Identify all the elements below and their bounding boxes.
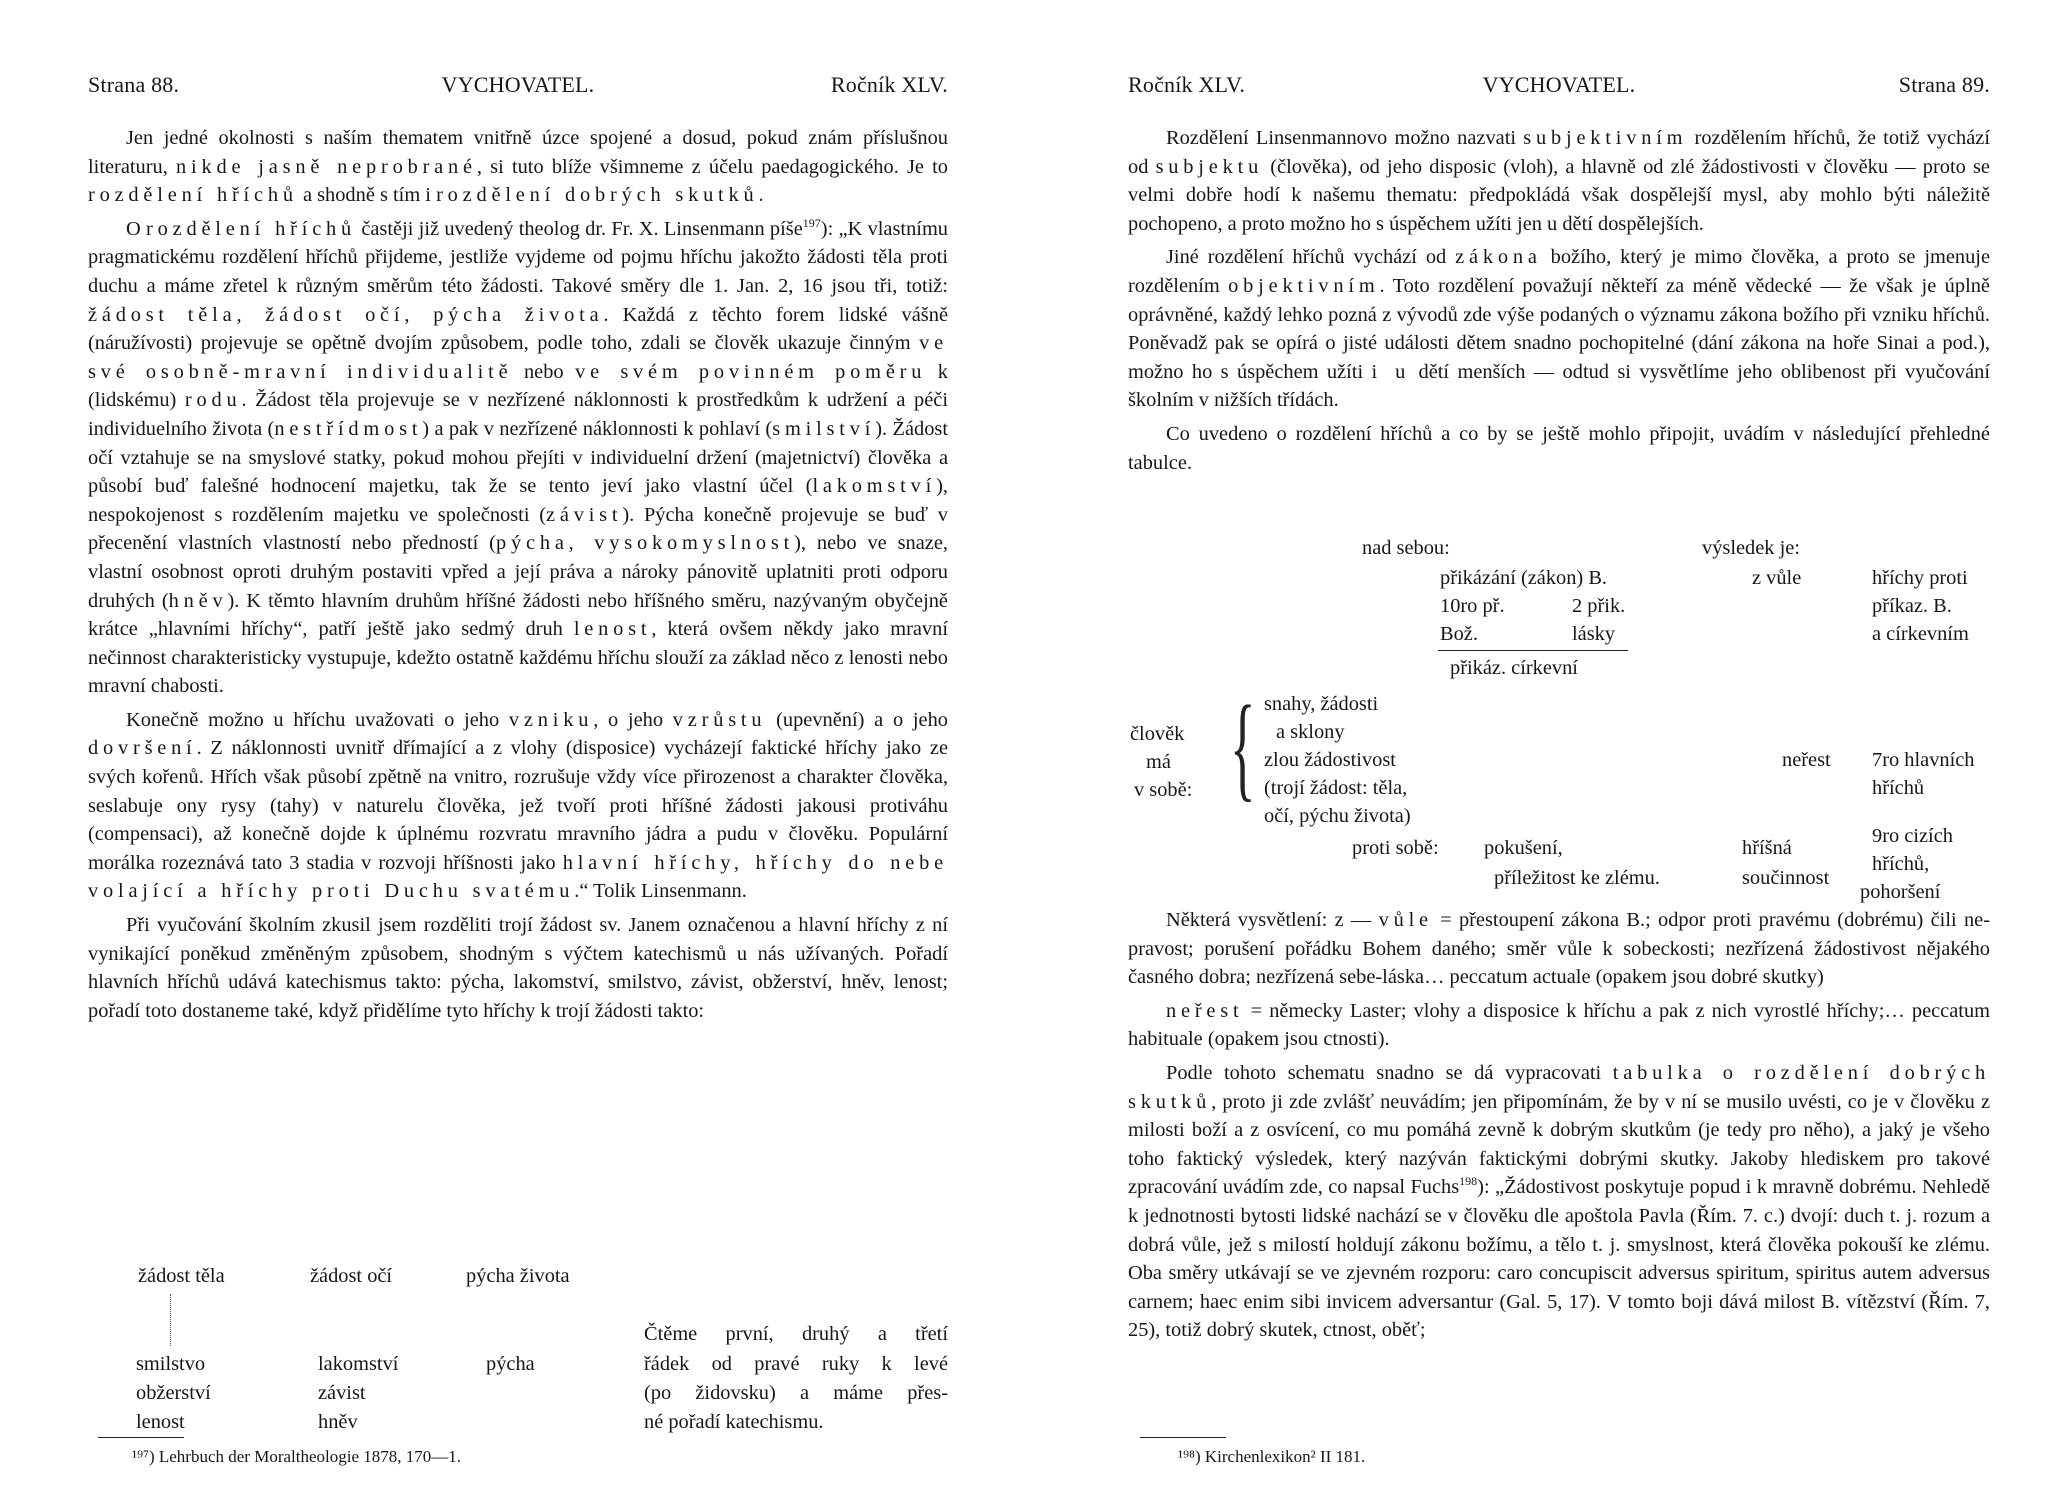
footnote: ¹⁹⁷) Lehrbuch der Moraltheologie 1878, 170—1. bbox=[132, 1447, 462, 1466]
page-header bbox=[1128, 72, 1990, 106]
spaced-emphasis: rozdělení hříchů bbox=[88, 184, 298, 207]
scheme-cell: 9ro cizích bbox=[1872, 825, 1953, 847]
table-note: řádek od pravé ruky k levé bbox=[644, 1353, 948, 1375]
text-run: a shodně s tím i bbox=[297, 184, 437, 207]
scheme-cell: člověk bbox=[1130, 723, 1185, 745]
scheme-cell: 2 přik. bbox=[1572, 595, 1626, 617]
spaced-emphasis: objektivním bbox=[1228, 274, 1380, 297]
text-run: (upevnění) a o jeho bbox=[766, 708, 948, 731]
footnote-rule bbox=[1140, 1437, 1226, 1438]
spaced-emphasis: tabulka o rozdělení dobrých skutků bbox=[1128, 1061, 1990, 1113]
scheme-cell: má bbox=[1146, 751, 1171, 773]
spaced-emphasis: subjektu bbox=[1155, 155, 1264, 178]
scheme-cell: a sklony bbox=[1276, 721, 1345, 743]
text-run: O bbox=[126, 217, 147, 240]
text-run: ). Pýcha konečně projevuje se buď v přecenění vlastních vlastností nebo předností ( bbox=[88, 503, 948, 555]
spaced-emphasis: pýcha, vysokomyslnost bbox=[495, 532, 795, 555]
spaced-emphasis: vzniku bbox=[508, 708, 594, 731]
table-cell: hněv bbox=[318, 1411, 358, 1433]
table-cell: lenost bbox=[136, 1411, 185, 1433]
journal-title: VYCHOVATEL. bbox=[1482, 72, 1636, 97]
paragraph bbox=[1128, 243, 1990, 415]
page-header bbox=[88, 72, 948, 106]
text-run: ), nebo ve snaze, vlastní osobnost oproti druhým postaviti vpřed a její práva a nároky pánovitě uplatniti proti odporu druhých ( bbox=[88, 532, 948, 612]
spaced-emphasis: dovršení bbox=[88, 737, 197, 760]
scheme-cell: z vůle bbox=[1752, 567, 1802, 589]
table-cell: obžerství bbox=[136, 1382, 211, 1404]
scheme-cell: pokušení, bbox=[1484, 837, 1563, 859]
scheme-cell: hříchů bbox=[1872, 777, 1925, 799]
table-cell: smilstvo bbox=[136, 1353, 206, 1375]
text-run: nebo bbox=[512, 360, 576, 383]
paragraph bbox=[88, 706, 948, 906]
paragraph bbox=[88, 124, 948, 210]
table-note: (po židovsku) a máme přes- bbox=[644, 1382, 948, 1404]
scheme-cell: hříšná bbox=[1742, 837, 1792, 859]
scheme-cell: příležitost ke zlému. bbox=[1494, 867, 1660, 889]
scheme-cell: lásky bbox=[1572, 623, 1616, 645]
text-run: ): „Žádostivost poskytuje popud i k mravně dobrému. Nehledě k jednotnosti bytosti lidské nachází se v člověku dle apoštola Pavla (Řím. 7. c.) dvojí: duch t. j. rozum a dobrá vůle, jež s milostí holdují zákonu božímu, a tělo t. j. smyslnost, která člověka pokouší ke zlému. Oba směry utkávají se ve zjevném rozporu: caro concupiscit adversus spiritum, spiritus autem adversus carnem; haec enim sibi invicem adversantur (Gal. 5, 17). V tomto boji dává milost B. vítězství (Řím. 7, 25), totiž dobrý skutek, ctnost, oběť; bbox=[1128, 1176, 1990, 1342]
text-run: , proto ji zde zvlášť neuvádím; jen připomínám, že by v ní se musilo uvésti, co je v člověku z milosti boží a z osvícení, co mu pomáhá zevně k dobrým skutkům (je tedy pro něho), a jaký je všeho toho faktický výsledek, který nazýván faktickými dobrými skutky. Jakoby hlediskem pro takové zpracování uvádím zde, co napsal Fuchs bbox=[1128, 1090, 1990, 1199]
scheme-cell: v sobě: bbox=[1134, 779, 1193, 801]
text-run: , která ovšem někdy jako mravní nečinnost charakteristicky vystupuje, kdežto ostatně každému hříchu slouží za základ něco z lenosti nebo mravní chabosti. bbox=[88, 618, 948, 698]
body-text-bottom bbox=[1128, 906, 1990, 1350]
spaced-emphasis: nikde jasně neprobrané bbox=[176, 155, 477, 178]
text-run: Některá vysvětlení: z — bbox=[1166, 909, 1379, 931]
scheme-cell: příkaz. B. bbox=[1872, 595, 1952, 617]
table-note: Čtěme první, druhý a třetí bbox=[644, 1323, 948, 1345]
spaced-emphasis: rozdělení hříchů bbox=[146, 217, 357, 240]
table-note: né pořadí katechismu. bbox=[644, 1411, 824, 1433]
spaced-emphasis: lakomství bbox=[812, 475, 937, 498]
page-number: Strana 89. bbox=[1898, 72, 1990, 97]
text-run: božího, který je mimo člověka, a proto se jmenuje rozdělením bbox=[1128, 246, 1990, 297]
footnote-ref: 198 bbox=[1459, 1174, 1478, 1189]
table-cell: pýcha bbox=[486, 1353, 535, 1375]
table-cell: závist bbox=[318, 1382, 366, 1404]
scheme-cell: neřest bbox=[1782, 749, 1831, 771]
text-run: . Toto rozdělení považují někteří za méně vědecké — že však je úplně oprávněné, každý lehko pozná z vývodů zde výše podaných o významu zákona božího při vzniku hříchů. Poněvadž pak se opírá o jisté události dětem snadno pochopitelné (dání zákona na hoře Sinai a pod.), možno ho s úspěchem užíti bbox=[1128, 274, 1990, 383]
text-run: Konečně možno u hříchu uvažovati o jeho bbox=[126, 708, 509, 731]
text-run: k (lidskému) bbox=[88, 360, 948, 412]
scheme-cell: snahy, žádosti bbox=[1264, 693, 1379, 715]
spaced-emphasis: neřest bbox=[1166, 999, 1244, 1022]
spaced-emphasis: rodu bbox=[184, 389, 242, 412]
scheme-cell: součinnost bbox=[1742, 867, 1830, 889]
text-run: ), nespokojenost s rozdělením majetku ve společnosti ( bbox=[88, 475, 948, 526]
text-run: . Z náklonnosti uvnitř dřímající a z vlohy (disposice) vycházejí faktické hříchy jako ze svých kořenů. Hřích však působí zpětně na vnitro, rozrušuje vždy více přirozenost a charakter člověka, seslabuje ony rysy (tahy) v naturelu člověka, jež tvoří proti hříšné žádosti jakousi protiváhu (compensaci), až konečně dojde k úplnému rozvratu mravního jádra a pudu v člověku. Populární morálka rozeznává tato 3 stadia v rozvoji hříšnosti jako bbox=[88, 737, 948, 874]
brace-glyph: { bbox=[1230, 681, 1256, 812]
text-run: , si tuto blíže všimneme z účelu paedagogického. Je to bbox=[476, 155, 948, 178]
scheme-cell: očí, pýchu života) bbox=[1264, 805, 1411, 827]
text-run: Rozdělení Linsenmannovo možno nazvati bbox=[1166, 127, 1524, 149]
spaced-emphasis: ve svém povinném poměru bbox=[575, 360, 927, 383]
text-run: = přestoupení zákona B.; odpor proti pravému (dobrému) čili ne-pravost; porušení pořádku Bohem daného; směr vůle k sobeckosti; nezřízená žádostivost nějakého časného dobra; nezřízená sebe-láska… peccatum actuale (opakem jsou dobré skutky) bbox=[1128, 909, 1990, 989]
journal-title: VYCHOVATEL. bbox=[441, 72, 595, 97]
scheme-cell: a církevním bbox=[1872, 623, 1969, 645]
text-run: dětí menších — odtud si vysvětlíme jeho oblibenost při vyučování školním v nižších třídách. bbox=[1128, 360, 1990, 412]
footnote: ¹⁹⁸) Kirchenlexikon² II 181. bbox=[1178, 1447, 1366, 1466]
text-run: rozdělením hříchů, že totiž vychází od bbox=[1128, 127, 1991, 178]
scheme-cell: zlou žádostivost bbox=[1264, 749, 1396, 771]
text-run: Podle tohoto schematu snadno se dá vypracovati bbox=[1166, 1061, 1613, 1084]
text-run: ). Žádost očí vztahuje se na smyslové statky, pokud mohou přejíti v individuelní držení (majetnictví) člověka a působí buď falešné hodnocení majetku, tak že se tento jeví jako vlastní účel ( bbox=[88, 417, 949, 498]
spaced-emphasis: vůle bbox=[1378, 909, 1433, 931]
paragraph bbox=[88, 911, 948, 1025]
volume-label: Ročník XLV. bbox=[1128, 72, 1246, 97]
text-run: (člověka), od jeho disposic (vloh), a hlavně od zlé žádostivosti v člověku — proto se velmi dobře hodí k našemu thematu: předpokládá však dospělejší mysl, aby mohlo býti náležitě pochopeno, a proto možno ho s úspěchem užíti jen u dětí dospělejších. bbox=[1128, 155, 1990, 235]
table-header-2: žádost očí bbox=[310, 1265, 393, 1287]
paragraph bbox=[1128, 906, 1990, 992]
page-89 bbox=[1128, 0, 1990, 1500]
footnote-rule bbox=[98, 1437, 184, 1438]
text-run: . Žádost těla projevuje se v nezřízené náklonnosti k prostředkům k udržení a péči individuelního života ( bbox=[88, 389, 948, 440]
body-text-top bbox=[1128, 124, 1990, 482]
table-header-1: žádost těla bbox=[138, 1265, 225, 1287]
text-run: Co uvedeno o rozdělení hříchů a co by se ještě mohlo připojit, uvádím v následující přehledné tabulce. bbox=[1128, 422, 1990, 474]
spaced-emphasis: rozdělení dobrých skutků bbox=[436, 184, 759, 207]
text-run: . bbox=[758, 184, 764, 207]
spaced-emphasis: subjektivním bbox=[1523, 127, 1688, 149]
text-run: Jiné rozdělení hříchů vychází od bbox=[1166, 246, 1456, 269]
scheme-label: nad sebou: bbox=[1362, 537, 1450, 559]
volume-label: Ročník XLV. bbox=[830, 72, 948, 97]
text-run: ) a pak v nezřízené náklonnosti k pohlaví ( bbox=[422, 417, 773, 440]
spaced-emphasis: závist bbox=[546, 503, 623, 526]
spaced-emphasis: smilství bbox=[772, 417, 876, 440]
scheme-cell: pohoršení bbox=[1860, 881, 1941, 903]
text-run: .“ Tolik Linsenmann. bbox=[574, 880, 747, 903]
text-run: , o jeho bbox=[593, 708, 673, 731]
scheme-cell: Bož. bbox=[1440, 623, 1478, 645]
spaced-emphasis: nestřídmost bbox=[274, 417, 423, 440]
paragraph bbox=[1128, 124, 1990, 238]
scheme-cell: hříchy proti bbox=[1872, 567, 1968, 589]
scheme-cell: přikázání (zákon) B. bbox=[1440, 567, 1608, 589]
spaced-emphasis: hněv bbox=[168, 589, 228, 612]
scheme-cell: proti sobě: bbox=[1352, 837, 1439, 859]
sin-scheme bbox=[1128, 534, 1990, 903]
scheme-cell: 10ro př. bbox=[1440, 595, 1505, 617]
scheme-cell: přikáz. církevní bbox=[1450, 657, 1578, 679]
footnote-ref: 197 bbox=[802, 215, 821, 230]
body-text bbox=[88, 124, 948, 1030]
spaced-emphasis: vzrůstu bbox=[672, 708, 767, 731]
scheme-label: výsledek je: bbox=[1702, 537, 1800, 559]
spaced-emphasis: ve své osobně-mravní individualitě bbox=[88, 332, 948, 383]
table-cell: lakomství bbox=[318, 1353, 399, 1375]
text-run: Při vyučování školním zkusil jsem rozděliti trojí žádost sv. Janem označenou a hlavní hříchy z ní vynikající poněkud změněným způsobem, shodným s výčtem katechismů u nás užívaných. Pořadí hlavních hříchů udává katechismus takto: pýcha, lakomství, smilstvo, závist, obžerství, hněv, lenost; pořadí toto dostaneme také, když přidělíme tyto hříchy k trojí žádosti takto: bbox=[88, 914, 948, 1022]
table-header-3: pýcha života bbox=[466, 1265, 570, 1287]
scheme-rule bbox=[1438, 650, 1628, 651]
dotted-guide bbox=[170, 1294, 171, 1346]
spaced-emphasis: lenost bbox=[573, 618, 652, 641]
scheme-cell: (trojí žádost: těla, bbox=[1264, 777, 1408, 799]
text-run: ). K těmto hlavním druhům hříšné žádosti nebo hříšného směru, nazývaným obyčejně krátce „hlavními hříchy“, patří ještě jako sedmý druh bbox=[88, 589, 948, 641]
spaced-emphasis: hlavní hříchy, hříchy do nebe volající a hříchy proti Duchu svatému bbox=[88, 851, 948, 903]
text-run: častěji již uvedený theolog dr. Fr. X. Linsenmann píše bbox=[356, 217, 803, 240]
scheme-cell: hříchů, bbox=[1872, 853, 1930, 875]
paragraph bbox=[1128, 420, 1990, 477]
paragraph bbox=[1128, 997, 1990, 1054]
spaced-emphasis: i u bbox=[1371, 360, 1411, 383]
text-run: ): „K vlastnímu pragmatickému rozdělení hříchů přijdeme, jestliže vyjdeme od pojmu hříchu jakožto žádosti těla proti duchu a máme zřetel k různým směrům této žádosti. Takové směry dle 1. Jan. 2, 16 jsou tři, totiž: bbox=[88, 217, 948, 297]
page-number: Strana 88. bbox=[88, 72, 180, 97]
paragraph bbox=[88, 215, 948, 701]
spaced-emphasis: žádost těla, žádost očí, pýcha života bbox=[88, 303, 604, 326]
text-run: . Každá z těchto forem lidské vášně (náružívosti) projevuje se opětně dvojím způsobem, podle toho, zdali se člověk ukazuje činným bbox=[88, 303, 948, 355]
spaced-emphasis: zákona bbox=[1455, 246, 1542, 269]
text-run: = německy Laster; vlohy a disposice k hříchu a pak z nich vyrostlé hříchy;… peccatum habituale (opakem jsou ctnosti). bbox=[1128, 999, 1990, 1051]
scheme-cell: 7ro hlavních bbox=[1872, 749, 1975, 771]
page-88 bbox=[88, 0, 948, 1500]
text-run: Jen jedné okolnosti s naším thematem vnitřně úzce spojené a dosud, pokud znám příslušnou literaturu, bbox=[88, 127, 948, 178]
paragraph bbox=[1128, 1059, 1990, 1345]
